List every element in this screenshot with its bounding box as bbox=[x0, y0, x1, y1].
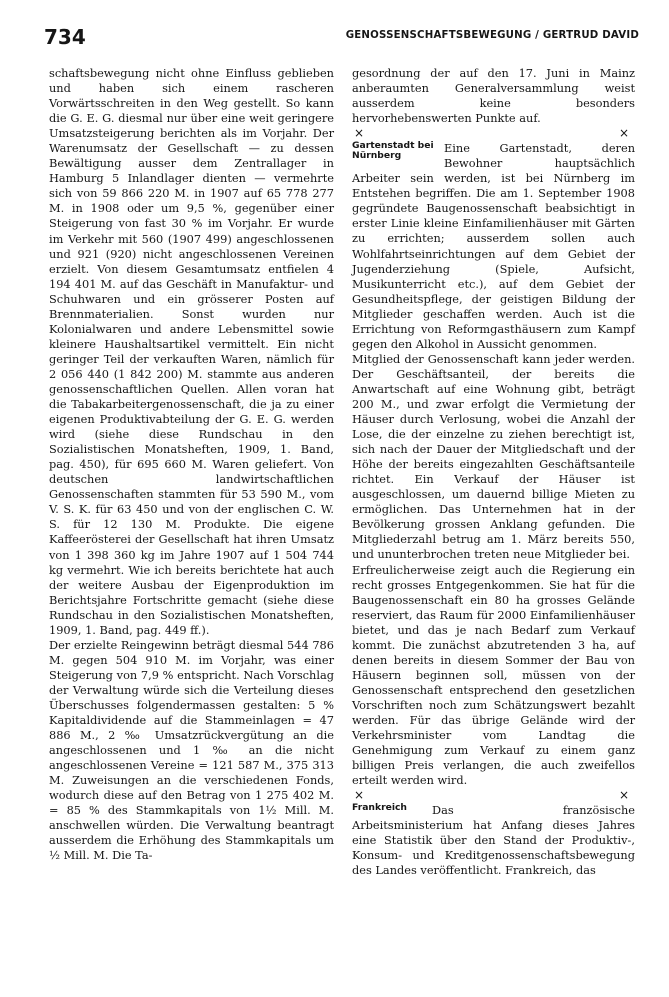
separator-mark: × bbox=[618, 126, 629, 141]
separator-mark: × bbox=[354, 788, 365, 803]
section-paragraph bbox=[352, 141, 635, 352]
section-paragraph: Mitglied der Genossenschaft kann jeder werden. Der Geschäftsanteil, der bereits die Anwartschaft auf eine Wohnung gibt, beträgt 200 M., und zwar erfolgt die Vermietung der Häuser durch Verlosung, wobei die Anzahl der Lose, die der einzelne zu ziehen berechtigt ist, sich nach der Dauer der Mitgliedschaft und der Höhe der bereits eingezahlten Geschäftsanteile richtet. Ein Verkauf der Häuser ist ausgeschlossen, um dauernd billige Mieten zu ermöglichen. Das Unternehmen hat in der Bevölkerung grossen Anklang gefunden. Die Mitgliederzahl betrug am 1. März bereits 550, und ununterbrochen treten neue Mitglieder bei. bbox=[352, 351, 635, 562]
section-paragraph bbox=[352, 803, 635, 878]
left-paragraph-1: schaftsbewegung nicht ohne Einfluss geblieben und haben sich einem rascheren Vorwärtsschreiten in den Weg gestellt. So kann die G. E. G. diesmal nur über eine weit geringere Umsatzsteigerung berichten als im Vorjahr. Der Warenumsatz der Gesellschaft — zu dessen Bewältigung ausser dem Zentrallager in Hamburg 5 Inlandlager dienten — vermehrte sich von 59 866 220 M. in 1907 auf 65 778 277 M. in 1908 oder um 9,5 %, gegenüber einer Steigerung von fast 30 % im Vorjahr. Er wurde im Verkehr mit 560 (1907 499) angeschlossenen und 921 (920) nicht angeschlossenen Vereinen erzielt. Von diesem Gesamtumsatz entfielen 4 194 401 M. auf das Geschäft in Manufaktur- und Schuhwaren und ein grösserer Posten auf Brennmaterialien. Sonst wurden nur Kolonialwaren und andere Lebensmittel sowie kleinere Haushaltsartikel vermittelt. Ein nicht geringer Teil der verkauften Waren, nämlich für 2 056 440 (1 842 200) M. stammte aus anderen genossenschaftlichen Quellen. Allen voran hat die Tabakarbeitergenossenschaft, die ja zu einer eigenen Produktivabteilung der G. E. G. werden wird (siehe diese Rundschau in den Sozialistischen Monatsheften, 1909, 1. Band, pag. 450), für 695 660 M. Waren geliefert. Von deutschen landwirtschaftlichen Genossenschaften stammten für 53 590 M., vom V. S. K. für 63 450 und von der englischen C. W. S. für 12 130 M. Produkte. Die eigene Kaffeerösterei der Gesellschaft hat ihren Umsatz von 1 398 360 kg im Jahre 1907 auf 1 504 744 kg vermehrt. Wie ich bereits berichtete hat auch der weitere Ausbau der Eigenproduktion im Berichtsjahre Fortschritte gemacht (siehe diese Rundschau in den Sozialistischen Monatsheften, 1909, 1. Band, pag. 449 ff.). bbox=[49, 66, 334, 637]
separator-mark: × bbox=[354, 126, 365, 141]
right-intro-paragraph: gesordnung der auf den 17. Juni in Mainz anberaumten Generalversammlung weist ausserdem keine besonders hervorhebenswerten Punkte auf. bbox=[352, 66, 635, 126]
left-column bbox=[49, 66, 334, 863]
page-header bbox=[44, 25, 639, 47]
margin-heading: Frankreich bbox=[352, 802, 407, 814]
section-separator bbox=[352, 788, 635, 803]
section-text: Das französische Arbeitsministerium hat Anfang dieses Jahres eine Statistik über den Stand der Produktiv-, Konsum- und Kreditgenossenschaftsbewegung des Landes veröffentlicht. Frankreich, das bbox=[352, 803, 635, 878]
separator-mark: × bbox=[618, 788, 629, 803]
section-frankreich bbox=[352, 803, 635, 878]
page-number: 734 bbox=[44, 25, 86, 49]
section-text: Eine Gartenstadt, deren Bewohner hauptsächlich Arbeiter sein werden, ist bei Nürnberg im Entstehen begriffen. Die am 1. September 1908 gegründete Baugenossenschaft beabsichtigt in erster Linie kleine Einfamilienhäuser mit Gärten zu errichten; ausserdem sollen auch Wohlfahrtseinrichtungen auf dem Gebiet der Jugenderziehung (Spiele, Aufsicht, Musikunterricht etc.), auf dem Gebiet der Gesundheitspflege, der geistigen Bildung der Mitglieder geschaffen werden. Auch ist die Errichtung von Reformgasthäusern zum Kampf gegen den Alkohol in Aussicht genommen. bbox=[352, 141, 635, 351]
section-separator bbox=[352, 126, 635, 141]
left-paragraph-2: Der erzielte Reingewinn beträgt diesmal 544 786 M. gegen 504 910 M. im Vorjahr, was einer Steigerung von 7,9 % entspricht. Nach Vorschlag der Verwaltung würde sich die Verteilung dieses Überschusses folgendermassen gestalten: 5 % Kapitaldividende auf die Stammeinlagen = 47 886 M., 2 ‰ Umsatzrückvergütung an die angeschlossenen und 1 ‰ an die nicht angeschlossenen Vereine = 121 587 M., 375 313 M. Zuweisungen an die verschiedenen Fonds, wodurch diese auf den Betrag von 1 275 402 M. = 85 % des Stammkapitals von 1½ Mill. M. anschwellen würden. Die Verwaltung beantragt ausserdem die Erhöhung des Stammkapitals um ½ Mill. M. Die Ta- bbox=[49, 637, 334, 863]
section-gartenstadt bbox=[352, 141, 635, 788]
running-title: GENOSSENSCHAFTSBEWEGUNG / GERTRUD DAVID bbox=[345, 30, 639, 41]
margin-heading: Gartenstadt bei Nürnberg bbox=[352, 140, 434, 162]
section-paragraph: Erfreulicherweise zeigt auch die Regierung ein recht grosses Entgegenkommen. Sie hat für die Baugenossenschaft ein 80 ha grosses Gelände reserviert, das Raum für 2000 Einfamilienhäuser bietet, und das je nach Bedarf zum Verkauf kommt. Die zunächst abzutretenden 3 ha, auf denen bereits in diesem Sommer der Bau von Häusern beginnen soll, müssen von der Genossenschaft entsprechend den gesetzlichen Vorschriften noch zum Schätzungswert bezahlt werden. Für das übrige Gelände wird der Verkehrsminister vom Landtag die Genehmigung zum Verkauf zu einem ganz billigen Preis verlangen, die auch zweifellos erteilt werden wird. bbox=[352, 562, 635, 788]
right-column bbox=[352, 66, 635, 878]
